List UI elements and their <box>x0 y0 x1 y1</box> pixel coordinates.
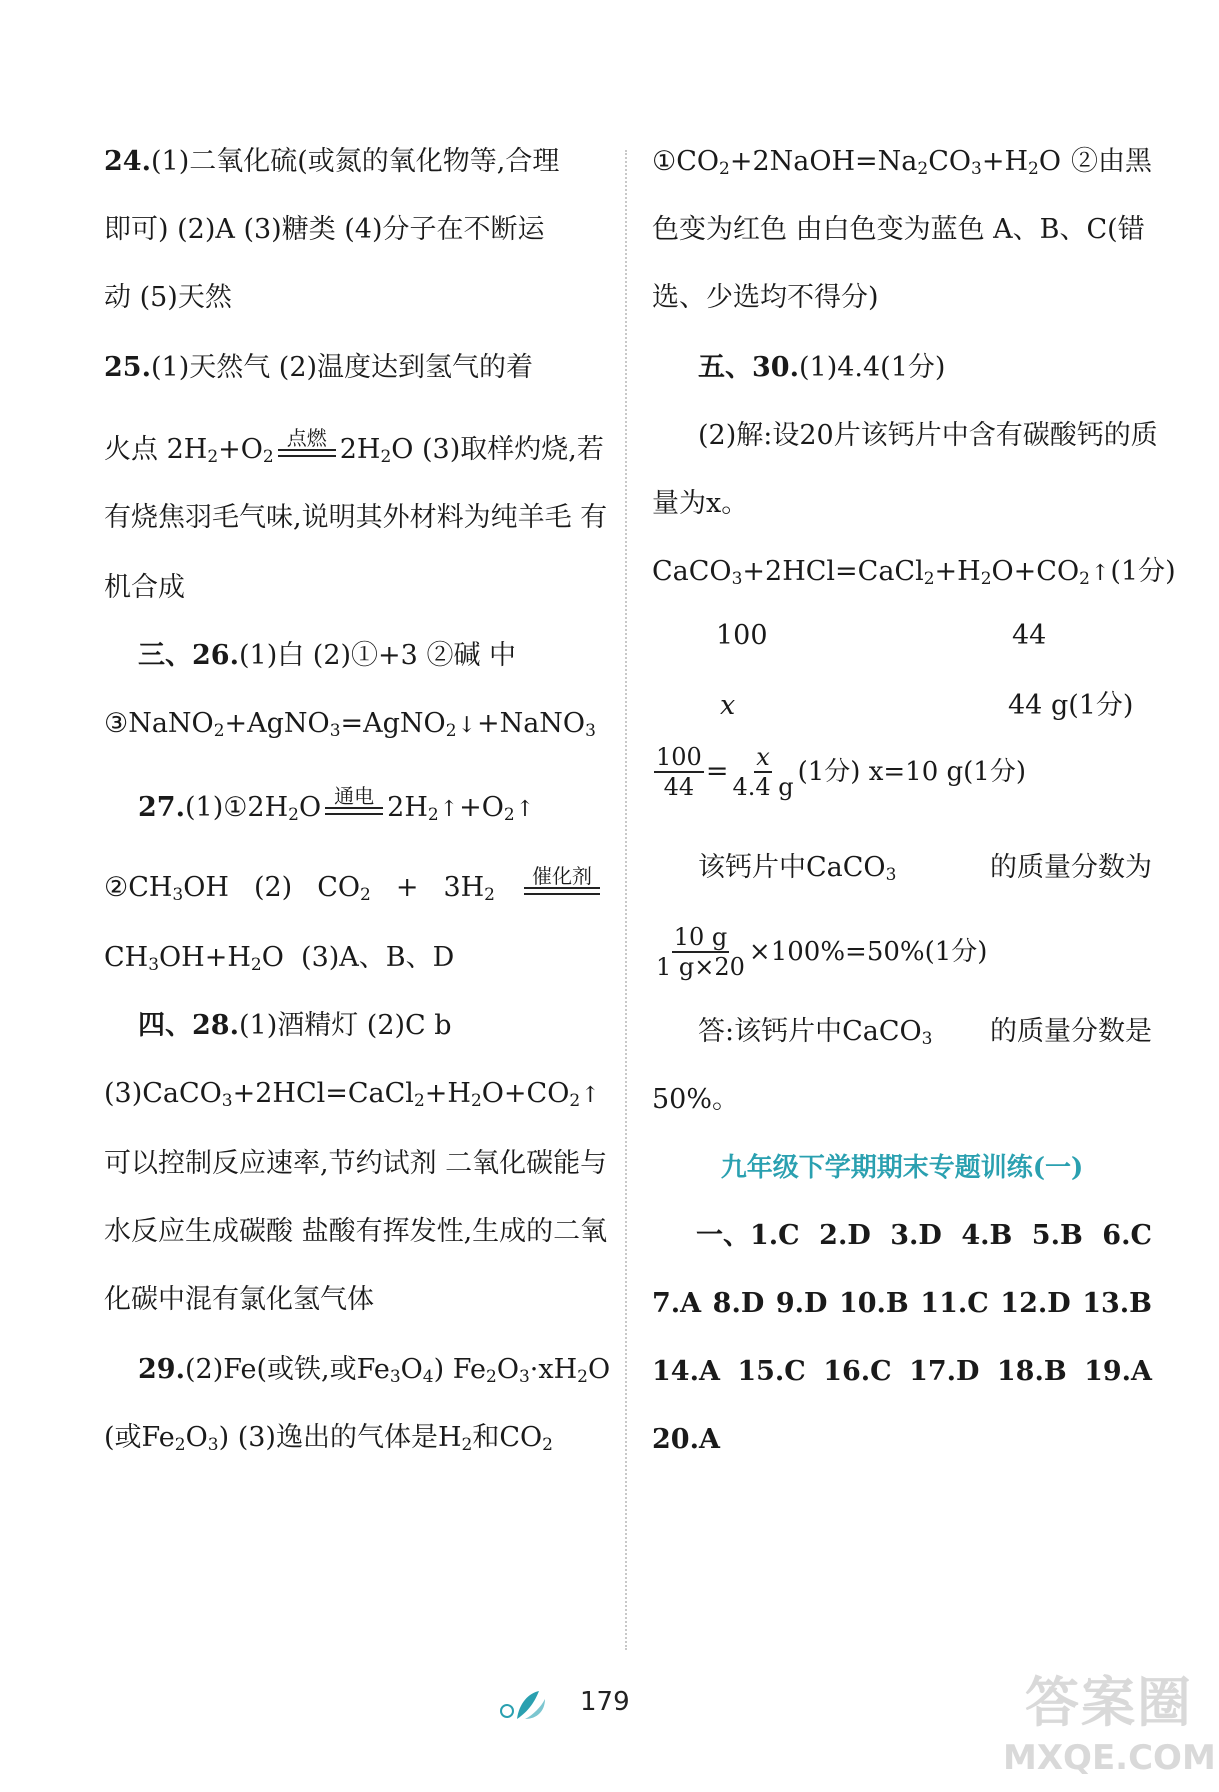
mc-row-2: 7.A 8.D 9.D 10.B 11.C 12.D 13.B <box>652 1288 1152 1319</box>
q25-line2: 火点 $2H_2+O_2$ 点燃 $2H_2O$ (3)取样灼烧,若 <box>104 426 604 467</box>
q30-answer: 答:该钙片中CaCO$_3$ 的质量分数是 <box>698 1016 1152 1049</box>
q28-line5: 化碳中混有氯化氢气体 <box>104 1284 374 1315</box>
q27-line2: $②CH_3OH$ (2) $CO_2$ + $3H_2$ 催化剂 <box>104 870 604 906</box>
q25-line4: 机合成 <box>104 572 185 603</box>
q29-line2: (或$Fe_2O_3$) (3)逸出的气体是$H_2$和$CO_2$ <box>104 1422 553 1455</box>
mc-row-3: 14.A 15.C 16.C 17.D 18.B 19.A <box>652 1356 1152 1387</box>
q27-line3: $CH_3OH+H_2O$ (3)A、B、D <box>104 942 455 975</box>
q30-ratio-44g: 44 g(1分) <box>1008 690 1134 721</box>
fraction: $\frac{x}{4.4 g}$ <box>732 743 794 801</box>
section-heading: 九年级下学期期末专题训练(一) <box>720 1153 1084 1183</box>
q30-line3: 量为x。 <box>652 488 749 519</box>
q25-line3: 有烧焦羽毛气味,说明其外材料为纯羊毛 有 <box>104 502 608 533</box>
q30-ratio-x: x <box>720 690 736 721</box>
q24-line3: 动 (5)天然 <box>104 282 232 313</box>
q24-line2: 即可) (2)A (3)糖类 (4)分子在不断运 <box>104 214 545 245</box>
q25-line1: 25.(1)天然气 (2)温度达到氢气的着 <box>104 352 534 383</box>
q30-answer-end: 50%。 <box>652 1084 740 1115</box>
mc-row-1: 一、1.C 2.D 3.D 4.B 5.B 6.C <box>696 1220 1152 1251</box>
q28-line2: $(3)CaCO_3+2HCl=CaCl_2+H_2O+CO_2↑$ <box>104 1078 600 1111</box>
cont-line2: 色变为红色 由白色变为蓝色 A、B、C(错 <box>652 214 1145 245</box>
q30-ratio-100: 100 <box>716 620 768 651</box>
reaction-condition: 催化剂 <box>524 870 600 906</box>
q28-line1: 四、28.(1)酒精灯 (2)C b <box>138 1010 452 1041</box>
q26-line2: ③NaNO$_2$+AgNO$_3$=AgNO$_2$↓+NaNO$_3$ <box>104 708 596 741</box>
q28-line4: 水反应生成碳酸 盐酸有挥发性,生成的二氧 <box>104 1216 608 1247</box>
q29-line1: 29.(2)Fe(或铁,或$Fe_3O_4$) $Fe_2O_3\cdot xH_2O$ <box>138 1354 611 1387</box>
cont-line3: 选、少选均不得分) <box>652 282 879 313</box>
cont-line1: $①CO_2+2NaOH=Na_2CO_3+H_2O$ ②由黑 <box>652 146 1152 179</box>
q30-line1: 五、30.(1)4.4(1分) <box>698 352 946 383</box>
page-number: 179 <box>580 1687 630 1717</box>
reaction-condition: 点燃 <box>278 432 336 468</box>
mc-row-4: 20.A <box>652 1424 720 1455</box>
q27-line1: $27.(1)①2H_2O$ 通电 $2H_2↑+O_2↑$ <box>138 784 535 825</box>
q30-line2: (2)解:设20片该钙片中含有碳酸钙的质 <box>698 420 1158 451</box>
q28-line3: 可以控制反应速率,节约试剂 二氧化碳能与 <box>104 1148 608 1179</box>
q26-line1: 三、26.(1)白 (2)①+3 ②碱 中 <box>138 640 517 671</box>
reaction-condition: 通电 <box>325 790 383 826</box>
fraction: $\frac{100}{44}$ <box>656 743 702 801</box>
q30-mass-fraction: 该钙片中CaCO$_3$ 的质量分数为 <box>698 852 1152 885</box>
leaf-logo-icon <box>495 1685 555 1725</box>
watermark: 答案圈 MXQE.COM <box>1003 1671 1216 1778</box>
q30-equation: $CaCO_3+2HCl=CaCl_2+H_2O+CO_2↑(1$分) <box>652 556 1176 589</box>
q30-ratio-44: 44 <box>1012 620 1047 651</box>
column-divider <box>625 150 627 1650</box>
q30-percent: $\frac{10 g}{1 g\times 20}$ ×100%=50%(1分) <box>656 923 988 981</box>
fraction: $\frac{10 g}{1 g\times 20}$ <box>656 923 745 981</box>
q30-proportion: $\frac{100}{44}$ = $\frac{x}{4.4 g}$ (1分) x=10 g(1分) <box>656 743 1026 801</box>
q24-line1: 24.(1)二氧化硫(或氮的氧化物等,合理 <box>104 146 560 177</box>
